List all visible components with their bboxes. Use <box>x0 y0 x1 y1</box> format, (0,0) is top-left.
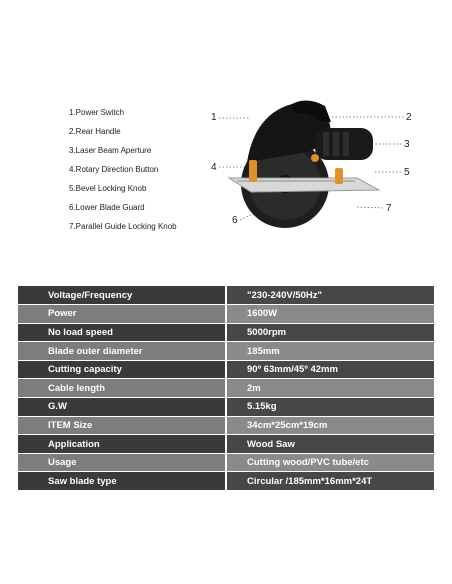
callout-4: 4 <box>211 162 217 173</box>
spec-table <box>18 286 434 491</box>
circular-saw-image <box>207 92 417 232</box>
part-rear-handle: 2.Rear Handle <box>69 127 121 136</box>
table-row <box>18 472 434 491</box>
table-row <box>18 435 434 454</box>
table-row <box>18 305 434 324</box>
spec-label: Cable length <box>18 379 226 398</box>
spec-value: 1600W <box>226 305 434 324</box>
spec-label: Power <box>18 305 226 324</box>
guide-locking-knob-graphic <box>335 168 343 184</box>
callout-7: 7 <box>386 203 392 214</box>
callout-3: 3 <box>404 139 410 150</box>
part-power-switch: 1.Power Switch <box>69 108 125 117</box>
spec-value: Wood Saw <box>226 435 434 454</box>
spec-label: Application <box>18 435 226 454</box>
part-rotary-direction-button: 4.Rotary Direction Button <box>69 165 159 174</box>
spec-label: Saw blade type <box>18 472 226 491</box>
direction-button-graphic <box>311 154 319 162</box>
table-row <box>18 453 434 472</box>
bevel-locking-knob-graphic <box>249 160 257 182</box>
table-row <box>18 342 434 361</box>
spec-value: 90º 63mm/45º 42mm <box>226 360 434 379</box>
part-lower-blade-guard: 6.Lower Blade Guard <box>69 203 145 212</box>
table-row <box>18 323 434 342</box>
spec-value: 5.15kg <box>226 398 434 417</box>
spec-label: Usage <box>18 453 226 472</box>
table-row <box>18 379 434 398</box>
spec-label: Cutting capacity <box>18 360 226 379</box>
table-row <box>18 286 434 305</box>
spec-value: Circular /185mm*16mm*24T <box>226 472 434 491</box>
part-parallel-guide-locking-knob: 7.Parallel Guide Locking Knob <box>69 222 177 231</box>
spec-value: Cutting wood/PVC tube/etc <box>226 453 434 472</box>
part-bevel-locking-knob: 5.Bevel Locking Knob <box>69 184 147 193</box>
spec-label: Blade outer diameter <box>18 342 226 361</box>
spec-label: Voltage/Frequency <box>18 286 226 305</box>
table-row <box>18 398 434 417</box>
spec-value: "230-240V/50Hz" <box>226 286 434 305</box>
spec-label: G.W <box>18 398 226 417</box>
part-laser-beam-aperture: 3.Laser Beam Aperture <box>69 146 152 155</box>
spec-value: 5000rpm <box>226 323 434 342</box>
spec-label: ITEM Size <box>18 416 226 435</box>
callout-5: 5 <box>404 167 410 178</box>
table-row <box>18 416 434 435</box>
parts-list <box>69 106 177 239</box>
spec-label: No load speed <box>18 323 226 342</box>
spec-value: 185mm <box>226 342 434 361</box>
callout-6: 6 <box>232 215 238 226</box>
spec-value: 2m <box>226 379 434 398</box>
table-row <box>18 360 434 379</box>
callout-2: 2 <box>406 112 412 123</box>
callout-1: 1 <box>211 112 217 123</box>
spec-value: 34cm*25cm*19cm <box>226 416 434 435</box>
